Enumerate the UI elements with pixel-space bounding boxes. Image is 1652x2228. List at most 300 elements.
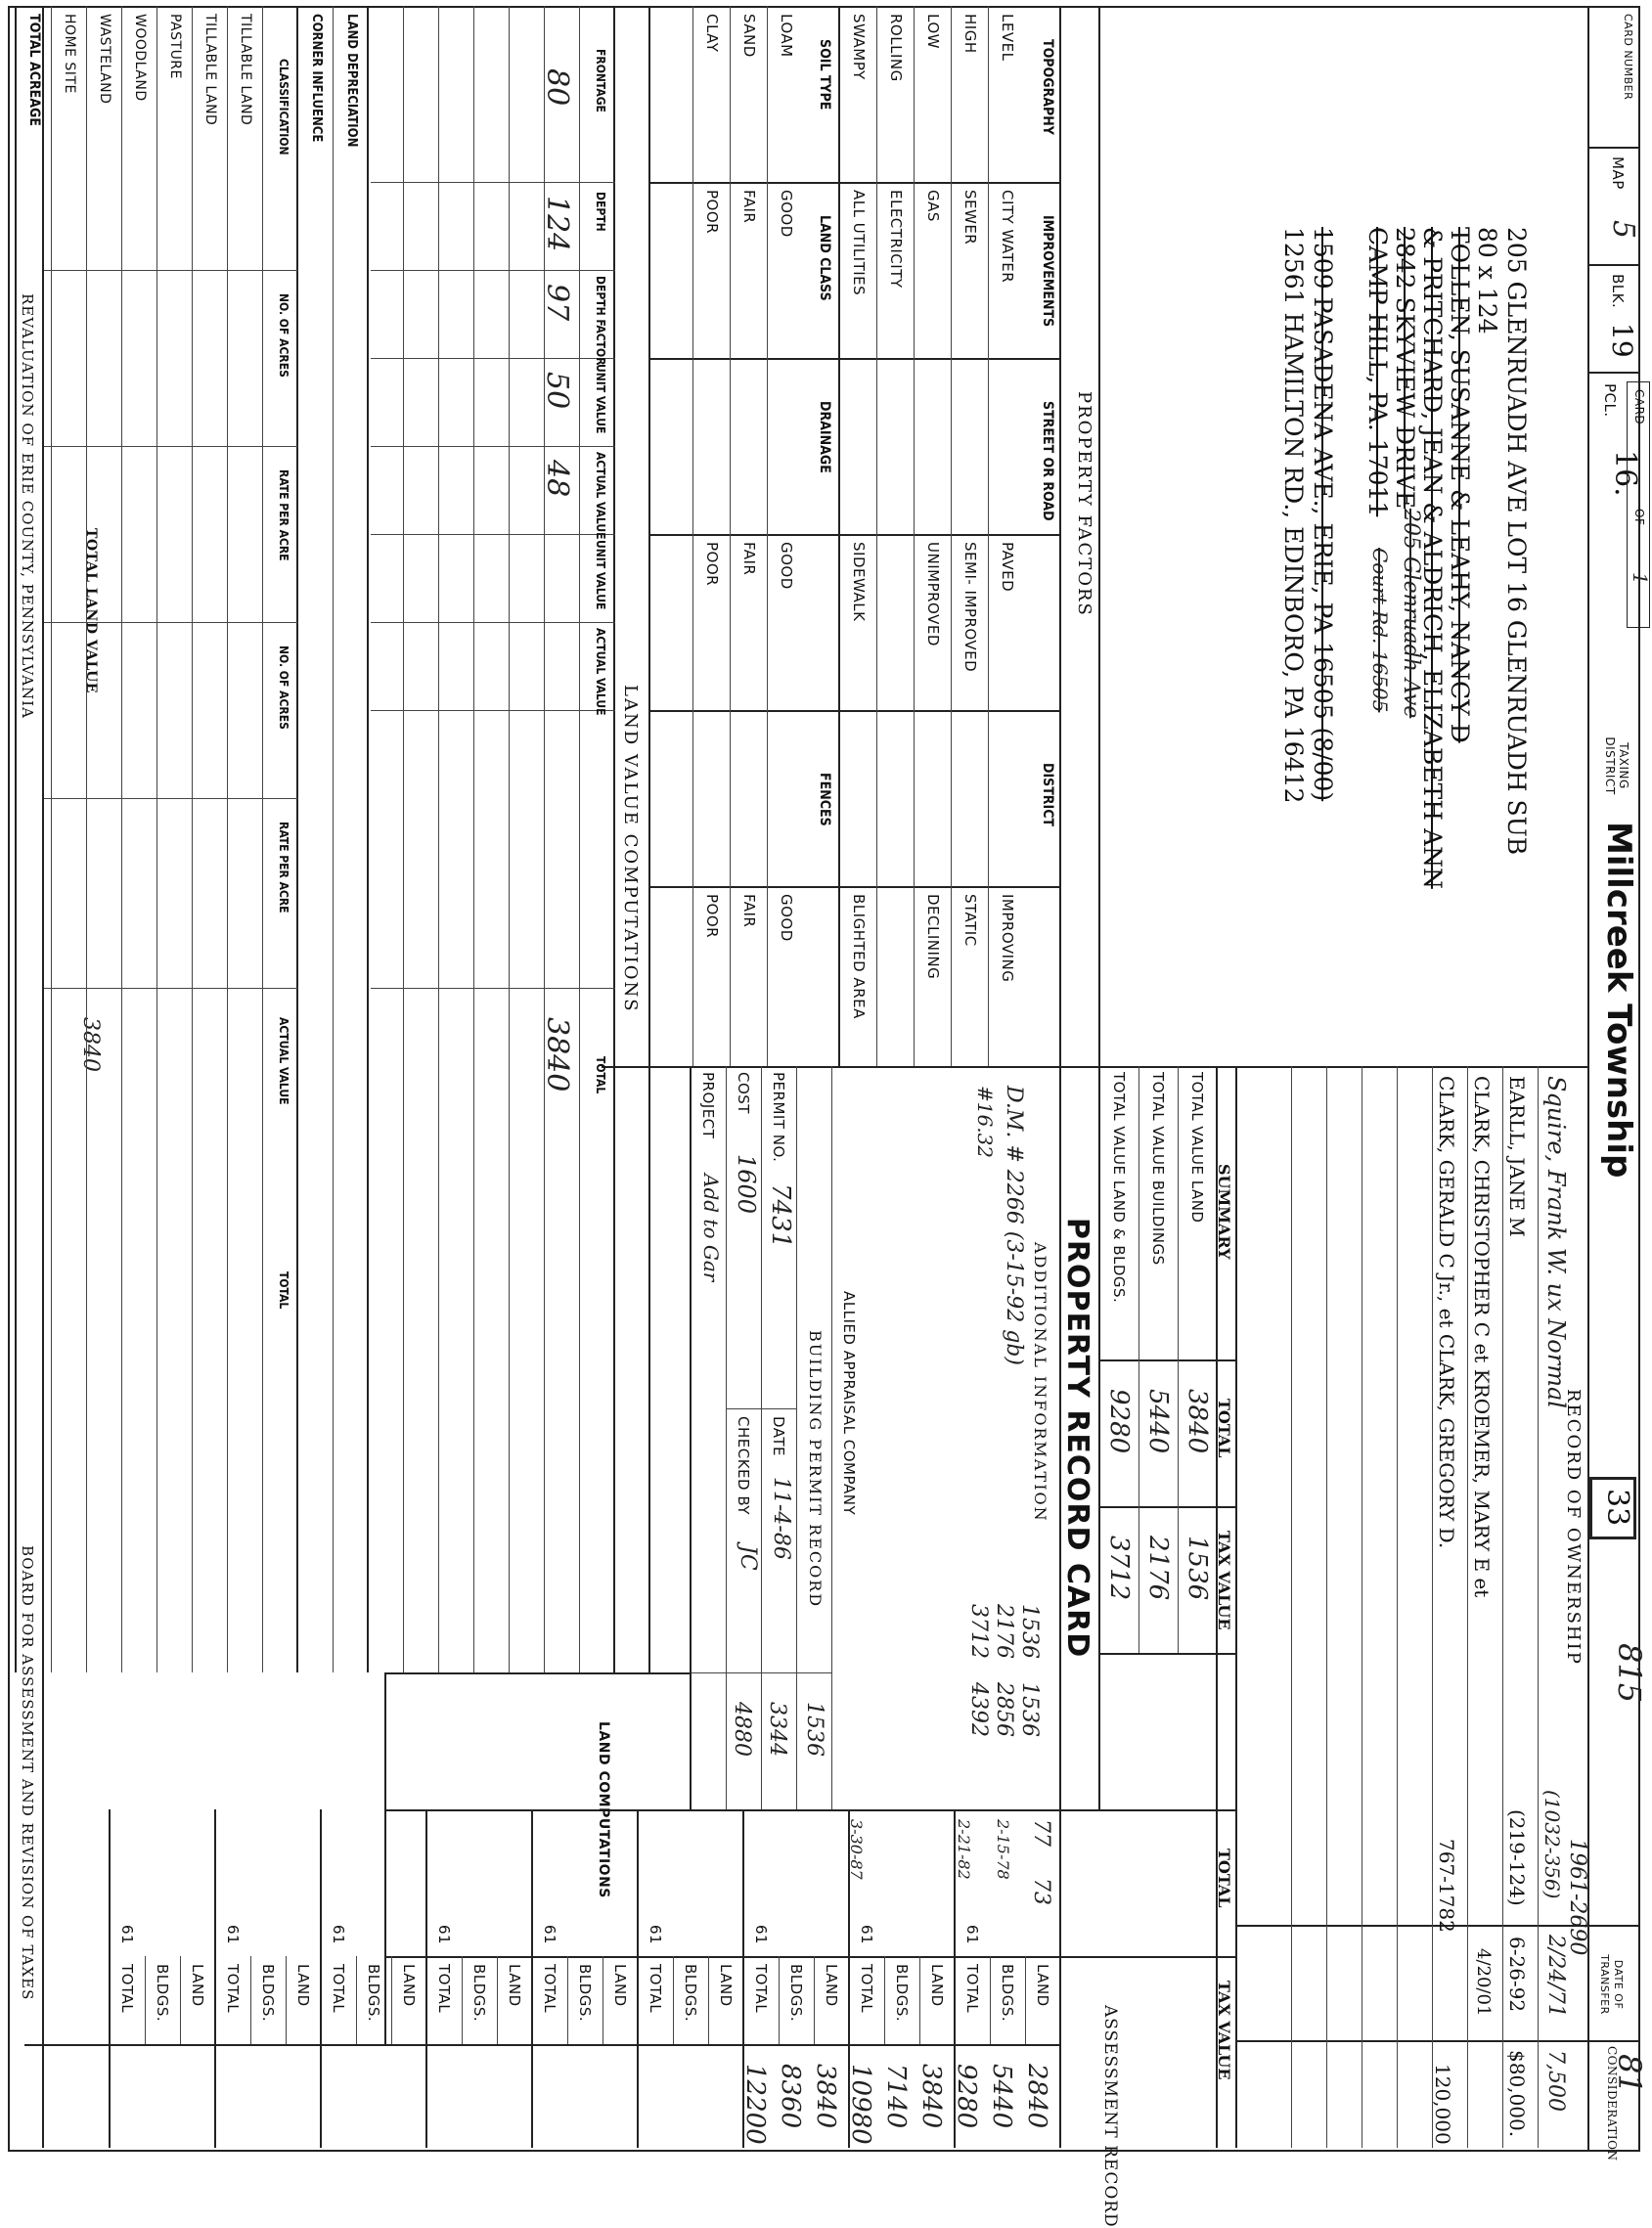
factors-col-divider	[650, 182, 1061, 184]
taxing-district-label: TAXING DISTRICT	[1603, 736, 1630, 795]
summary-row-label: TOTAL VALUE BUILDINGS	[1149, 1072, 1167, 1266]
assessment-year-prefix: 61	[963, 1925, 981, 1945]
card-number-label: CARD NUMBER	[1622, 14, 1634, 101]
ownership-row-rule	[1397, 1066, 1398, 2148]
acre-row-rule	[121, 6, 122, 1672]
assessment-year-prefix: 61	[118, 1925, 136, 1945]
assessment-row-rule	[145, 1956, 146, 2044]
factors-row-rule	[951, 6, 952, 1066]
assessment-row-label: BLDGS.	[999, 1964, 1016, 2023]
acre-col-divider	[44, 798, 298, 799]
total-land-value-label: TOTAL LAND VALUE	[83, 528, 99, 693]
assessment-row-rule	[462, 1956, 463, 2044]
assessment-row-rule	[567, 1956, 568, 2044]
assessment-row-rule	[1025, 1956, 1026, 2044]
checked-by-value: JC	[736, 1545, 760, 1571]
acre-classification: PASTURE	[167, 14, 183, 79]
assessment-group-rule	[848, 1809, 850, 2148]
drainage-item: FAIR	[740, 542, 758, 576]
summary-row-label: TOTAL VALUE LAND & BLDGS.	[1110, 1072, 1128, 1304]
summary-row-tax: 3712	[1104, 1536, 1134, 1601]
street-item: PAVED	[999, 542, 1016, 593]
land-depreciation-rule	[367, 6, 369, 1672]
assessment-row-rule	[673, 1956, 674, 2044]
assessment-title: ASSESSMENT RECORD	[1100, 2005, 1120, 2228]
assessment-row-label: LAND	[189, 1964, 206, 2007]
land-col-header: DEPTH	[594, 192, 607, 232]
assessment-row-label: TOTAL	[647, 1964, 664, 2014]
assessment-row-rule	[884, 1956, 885, 2044]
assessment-row-label: LAND	[717, 1964, 735, 2007]
street-header: STREET OR ROAD	[1040, 401, 1055, 521]
land-class-item: GOOD	[778, 190, 795, 238]
permit-top-rule	[831, 1066, 832, 1809]
additional-info-line-2: #16.32	[973, 1086, 997, 1159]
blk-value: 19	[1606, 323, 1638, 358]
assessment-row-label: TOTAL	[752, 1964, 770, 2014]
ownership-row-rule	[1538, 1066, 1539, 2148]
acre-col-header: RATE PER ACRE	[277, 469, 290, 561]
factors-header-rule	[1059, 6, 1061, 1066]
permit-col-divider	[727, 1408, 797, 1409]
assessment-land: 2840	[1022, 2064, 1051, 2129]
land-value-top-rule	[648, 6, 650, 1672]
additional-info-label: ADDITIONAL INFORMATION	[1031, 1242, 1049, 1523]
pcl-value: 16.	[1608, 450, 1642, 497]
tax-side-note: 1536	[1017, 1604, 1042, 1659]
assessment-group-rule	[320, 1809, 322, 2148]
map-value: 5	[1606, 220, 1640, 240]
header-bottom-rule	[1587, 6, 1589, 2150]
land-header-rule	[613, 6, 615, 1672]
computations-bottom-rule	[384, 1672, 386, 2044]
assessment-row-rule	[180, 1956, 181, 2044]
assessment-row-label: TOTAL	[435, 1964, 453, 2014]
assessment-row-label: LAND	[823, 1964, 840, 2007]
land-row-rule	[333, 6, 334, 1672]
assessment-row-label: TOTAL	[330, 1964, 347, 2014]
acre-col-divider	[44, 622, 298, 623]
street-item: UNIMPROVED	[924, 542, 942, 646]
permit-no-value: 7431	[766, 1183, 795, 1249]
appraisal-company: ALLIED APPRAISAL COMPANY	[840, 1291, 858, 1516]
assessment-year-prefix: 61	[858, 1925, 875, 1945]
margin-mark: 3-30-87	[847, 1819, 866, 1880]
tax-side-note: 1536	[1017, 1682, 1042, 1737]
district-number: 33	[1600, 1489, 1634, 1527]
acre-col-header: TOTAL	[277, 1271, 290, 1310]
assessment-row-label: TOTAL	[541, 1964, 558, 2014]
assessment-land: 3840	[811, 2064, 840, 2129]
acre-row-rule	[227, 6, 228, 1672]
soil-type-header: SOIL TYPE	[817, 39, 832, 111]
acre-col-header: RATE PER ACRE	[277, 822, 290, 913]
assessment-bldgs: 8360	[776, 2064, 805, 2129]
acre-col-header: ACTUAL VALUE	[277, 1017, 290, 1105]
assessment-row-rule	[779, 1956, 780, 2044]
permit-rule	[761, 1066, 762, 1809]
district-item: BLIGHTED AREA	[850, 894, 868, 1019]
assessment-row-label: LAND	[611, 1964, 629, 2007]
date-of-transfer-header: DATE OF TRANSFER	[1598, 1954, 1625, 2015]
assessment-land: 3840	[916, 2064, 946, 2129]
ownership-row-rule	[1326, 1066, 1327, 2148]
acre-col-header: CLASSIFICATION	[277, 59, 290, 156]
footer-left: REVALUATION OF ERIE COUNTY, PENNSYLVANIA	[19, 293, 36, 719]
acre-classification: TILLABLE LAND	[238, 14, 253, 126]
district-header: DISTRICT	[1040, 763, 1055, 827]
land-col-header: FRONTAGE	[594, 49, 607, 112]
summary-total-header: TOTAL	[1215, 1399, 1233, 1458]
land-computations-label: LAND COMPUTATIONS	[596, 1721, 611, 1898]
summary-bottom-rule	[1098, 1066, 1100, 1809]
assessment-row-label: LAND	[928, 1964, 946, 2007]
acre-row-rule	[262, 6, 263, 1672]
street-item: SEMI- IMPROVED	[961, 542, 979, 673]
blk-label: BLK.	[1609, 274, 1627, 309]
assessment-row-label: TOTAL	[118, 1964, 136, 2014]
topography-header: TOPOGRAPHY	[1040, 39, 1055, 135]
card-label: CARD	[1632, 389, 1646, 425]
permit-tax-value: 4880	[730, 1702, 754, 1757]
drainage-header: DRAINAGE	[817, 401, 832, 473]
improvements-header: IMPROVEMENTS	[1040, 215, 1055, 328]
permit-date-label: DATE	[770, 1416, 787, 1457]
assessment-total: 12200	[740, 2064, 770, 2145]
ownership-row-consideration: 7,500	[1543, 2050, 1568, 2112]
acre-col-divider	[44, 270, 298, 271]
assessment-col-divider	[24, 2044, 1061, 2046]
ownership-row-date: 2/24/71	[1543, 1935, 1568, 2018]
assessment-year-prefix: 61	[541, 1925, 558, 1945]
fences-item: GOOD	[778, 894, 795, 942]
topography-item: SWAMPY	[850, 14, 868, 80]
computations-left-divider	[386, 1672, 692, 1674]
cost-label: COST	[735, 1072, 752, 1114]
land-value-title: LAND VALUE COMPUTATIONS	[620, 685, 641, 1013]
acre-classification: TOTAL ACREAGE	[26, 14, 42, 126]
record-card-title: PROPERTY RECORD CARD	[1060, 1217, 1094, 1659]
ownership-row-consideration: 120,000	[1431, 2064, 1454, 2145]
summary-col-divider	[1100, 1506, 1237, 1508]
drainage-item: GOOD	[778, 542, 795, 590]
assessment-row-label: BLDGS.	[787, 1964, 805, 2023]
factors-row-rule	[988, 6, 989, 1066]
consideration-header: CONSIDERATION	[1605, 2046, 1619, 2161]
project-label: PROJECT	[699, 1072, 717, 1139]
improvements-item: ALL UTILITIES	[850, 190, 868, 296]
assessment-row-rule	[990, 1956, 991, 2044]
factors-row-rule	[876, 6, 877, 1066]
owner-line-3-hand: 205 Glenruadh Ave	[1399, 509, 1423, 719]
corner-note-2: 81	[1611, 2054, 1648, 2094]
assessment-row-rule	[356, 1956, 357, 2044]
district-item: DECLINING	[924, 894, 942, 980]
owner-line-2: & PRITCHARD, JEAN & ALDRICH, ELIZABETH ANN	[1418, 227, 1447, 889]
total-land-value-rule	[15, 6, 17, 1672]
tax-side-note: 2176	[992, 1604, 1016, 1659]
assessment-row-label: TOTAL	[963, 1964, 981, 2014]
project-value: Add to Gar	[699, 1174, 723, 1282]
land-col-header: UNIT VALUE	[594, 540, 607, 610]
property-address: 205 GLENRUADH AVE LOT 16 GLENRUADH SUB	[1502, 227, 1531, 856]
assessment-row-label: LAND	[506, 1964, 523, 2007]
assessment-row-label: LAND	[1034, 1964, 1051, 2007]
assessment-row-rule	[497, 1956, 498, 2044]
tax-side-note: 3712	[966, 1604, 991, 1659]
factors-col-divider	[650, 886, 1061, 888]
summary-tax-header: TAX VALUE	[1215, 1531, 1233, 1630]
factors-row-rule	[767, 6, 768, 1066]
right-total-header: TOTAL	[1215, 1849, 1233, 1908]
assessment-row-rule	[919, 1956, 920, 2044]
ownership-row-owner: CLARK, GERALD C Jr., et CLARK, GREGORY D.	[1435, 1076, 1458, 1549]
assessment-year-prefix: 61	[224, 1925, 242, 1945]
assessment-row-label: TOTAL	[224, 1964, 242, 2014]
ownership-row-ref: 767-1782	[1435, 1839, 1458, 1933]
township-name: Millcreek Township	[1599, 822, 1638, 1179]
land-class-item: POOR	[703, 190, 721, 235]
tax-side-note: 4392	[966, 1682, 991, 1737]
land-depreciation-label: LAND DEPRECIATION	[344, 14, 359, 148]
ownership-row-rule	[1467, 1066, 1468, 2148]
corner-influence-label: CORNER INFLUENCE	[309, 14, 324, 143]
owner-line-3: 2842 SKYVIEW DRIVE	[1391, 227, 1419, 510]
assessment-row-rule	[250, 1956, 251, 2044]
assessment-row-label: BLDGS.	[576, 1964, 594, 2023]
assessment-row-label: LAND	[400, 1964, 418, 2007]
fences-item: FAIR	[740, 894, 758, 928]
land-col-header: DEPTH FACTOR	[594, 276, 607, 366]
assessment-row-rule	[391, 1956, 392, 2044]
acre-classification: WASTELAND	[97, 14, 112, 105]
footer-right: BOARD FOR ASSESSMENT AND REVISION OF TAXES	[19, 1545, 36, 2001]
soil-type-item: LOAM	[778, 14, 795, 58]
land-row-rule	[579, 6, 580, 1672]
summary-col-divider	[386, 1956, 1237, 1958]
soil-type-item: CLAY	[703, 14, 721, 53]
assessment-top-rule	[1059, 1809, 1061, 2148]
factors-col-divider	[650, 534, 1061, 536]
land-col-header: UNIT VALUE	[594, 364, 607, 434]
land-row-rule	[438, 6, 439, 1672]
property-factors-title: PROPERTY FACTORS	[1074, 391, 1094, 617]
ownership-book-ref: 1961-2690	[1565, 1839, 1589, 1956]
header-divider	[1589, 372, 1640, 374]
acre-row-rule	[156, 6, 157, 1672]
summary-row-tax: 1536	[1183, 1536, 1212, 1601]
land-col-header: TOTAL	[594, 1056, 607, 1094]
header-divider	[1589, 147, 1640, 149]
assessment-bldgs: 5440	[987, 2064, 1016, 2129]
ownership-row-rule	[1291, 1066, 1292, 2148]
factors-col-divider	[650, 710, 1061, 712]
improvements-item: SEWER	[961, 190, 979, 245]
assessment-row-rule	[286, 1956, 287, 2044]
tax-side-note: 2856	[992, 1682, 1016, 1737]
acre-header-rule	[296, 6, 298, 1672]
ownership-row-consideration: $80,000.	[1505, 2050, 1529, 2138]
margin-mark: 73	[1029, 1878, 1053, 1905]
permit-rule	[726, 1066, 727, 1809]
assessment-group-rule	[742, 1809, 744, 2148]
land-row-value: 50	[540, 372, 574, 410]
factors-row-rule	[692, 6, 693, 1066]
assessment-year-prefix: 61	[330, 1925, 347, 1945]
margin-mark: 77	[1029, 1819, 1053, 1847]
land-row-value: 124	[540, 196, 574, 252]
header-divider	[1589, 264, 1640, 266]
ownership-row-owner: EARLL, JANE M	[1505, 1076, 1529, 1237]
property-dimensions: 80 x 124	[1473, 227, 1501, 334]
checked-by-label: CHECKED BY	[735, 1416, 752, 1515]
assessment-group-rule	[954, 1809, 956, 2148]
factors-col-divider	[650, 358, 1061, 360]
old-mailing-address: 1509 PASADENA AVE., ERIE, PA 16505 (8/00)	[1309, 227, 1337, 802]
acre-classification: HOME SITE	[62, 14, 77, 94]
acre-row-rule	[86, 6, 87, 1672]
assessment-row-label: BLDGS.	[154, 1964, 171, 2023]
summary-row-total: 5440	[1143, 1389, 1173, 1454]
acre-row-rule	[51, 6, 52, 1672]
summary-row-total: 3840	[1183, 1389, 1212, 1454]
assessment-row-label: LAND	[294, 1964, 312, 2007]
ownership-row-date: 6-26-92	[1505, 1937, 1529, 2013]
fences-header: FENCES	[817, 773, 832, 826]
of-label: OF	[1632, 509, 1646, 526]
main-vertical-divider	[602, 1066, 1589, 1068]
assessment-row-label: BLDGS.	[893, 1964, 911, 2023]
summary-row-tax: 2176	[1143, 1536, 1173, 1601]
land-row-rule	[403, 6, 404, 1672]
land-row-value: 80	[540, 68, 574, 107]
margin-mark: 2-15-78	[994, 1819, 1012, 1880]
ownership-row-rule	[1432, 1066, 1433, 2148]
assessment-row-label: BLDGS.	[470, 1964, 488, 2023]
assessment-row-rule	[708, 1956, 709, 2044]
ownership-bottom-rule	[1235, 1066, 1237, 2148]
margin-mark: 2-21-82	[955, 1819, 973, 1880]
acre-col-header: NO. OF ACRES	[277, 646, 290, 730]
assessment-year-prefix: 61	[647, 1925, 664, 1945]
permit-tax-value: 3344	[765, 1702, 789, 1757]
summary-col-divider	[1100, 1653, 1237, 1655]
consideration-column-divider	[1237, 2040, 1640, 2042]
acre-col-divider	[44, 446, 298, 447]
assessment-group-rule	[637, 1809, 639, 2148]
assessment-row-label: TOTAL	[858, 1964, 875, 2014]
permit-date-value: 11-4-86	[769, 1477, 793, 1560]
assessment-group-rule	[531, 1809, 533, 2148]
map-label: MAP	[1609, 156, 1627, 190]
topography-item: HIGH	[961, 14, 979, 54]
cost-value: 1600	[733, 1154, 760, 1215]
permit-tax-value: 1536	[802, 1702, 826, 1757]
factors-row-rule	[914, 6, 915, 1066]
district-item: IMPROVING	[999, 894, 1016, 983]
acre-classification: WOODLAND	[132, 14, 148, 102]
corner-note-1: 815	[1611, 1643, 1648, 1704]
summary-col-divider	[386, 1809, 1237, 1811]
acre-col-header: NO. OF ACRES	[277, 293, 290, 378]
acre-col-divider	[44, 988, 298, 989]
land-row-rule	[509, 6, 510, 1672]
assessment-row-label: BLDGS.	[365, 1964, 382, 2023]
soil-type-item: SAND	[740, 14, 758, 58]
drainage-item: POOR	[703, 542, 721, 587]
improvements-item: CITY WATER	[999, 190, 1016, 284]
ownership-row-ref: (1032-356)	[1540, 1790, 1564, 1899]
ownership-row-owner: CLARK, CHRISTOPHER C et KROEMER, MARY E et	[1470, 1076, 1494, 1598]
mailing-address: 12561 HAMILTON RD., EDINBORO, PA 16412	[1279, 227, 1308, 804]
summary-row-rule	[1178, 1066, 1179, 1653]
topography-item: ROLLING	[887, 14, 905, 82]
ownership-row-date: 4/20/01	[1473, 1948, 1494, 2017]
footer-rule	[42, 6, 44, 2148]
land-row-value: 97	[540, 284, 574, 322]
ownership-row-ref: (219-124)	[1505, 1809, 1529, 1906]
building-permit-label: BUILDING PERMIT RECORD	[806, 1330, 825, 1609]
pcl-label: PCL.	[1601, 383, 1619, 418]
acre-row-rule	[192, 6, 193, 1672]
topography-item: LOW	[924, 14, 942, 49]
district-item: STATIC	[961, 894, 979, 947]
ownership-row-rule	[1502, 1066, 1503, 2148]
assessment-row-rule	[814, 1956, 815, 2044]
assessment-group-rule	[425, 1809, 427, 2148]
factors-top-rule	[1098, 6, 1100, 1066]
owner-line-1: TOLLEN, SUSANNE & LEAHY, NANCY D	[1446, 227, 1474, 743]
assessment-row-label: BLDGS.	[682, 1964, 699, 2023]
factors-sub-rule	[838, 6, 840, 1066]
ownership-title: RECORD OF OWNERSHIP	[1563, 1389, 1584, 1666]
assessment-total: 10980	[846, 2064, 875, 2145]
land-row-rule	[544, 6, 545, 1672]
permit-bottom-rule	[690, 1066, 692, 1809]
land-col-header: ACTUAL VALUE	[594, 452, 607, 540]
right-tax-header: TAX VALUE	[1215, 1981, 1233, 2080]
additional-info-line-1: D.M. # 2266 (3-15-92 gb)	[1002, 1086, 1026, 1365]
card-of-value: 1	[1629, 572, 1652, 585]
assessment-bldgs: 7140	[881, 2064, 911, 2129]
permit-no-label: PERMIT NO.	[770, 1072, 787, 1163]
street-item: SIDEWALK	[850, 542, 868, 622]
topography-item: LEVEL	[999, 14, 1016, 62]
total-land-value: 3840	[78, 1017, 103, 1072]
owner-line-4-hand: Court Rd. 16505	[1368, 548, 1392, 713]
land-row-total: 3840	[540, 1017, 574, 1092]
land-row-value: 48	[540, 460, 574, 498]
summary-col-divider	[1100, 1359, 1237, 1361]
permit-rule	[796, 1066, 797, 1809]
acre-classification: TILLABLE LAND	[202, 14, 218, 126]
ownership-row-owner: Squire, Frank W. ux Normal	[1542, 1076, 1570, 1408]
factors-row-rule	[730, 6, 731, 1066]
assessment-total: 9280	[952, 2064, 981, 2129]
land-row-rule	[473, 6, 474, 1672]
assessment-year-prefix: 61	[752, 1925, 770, 1945]
owner-line-4: CAMP HILL, PA. 17011	[1363, 227, 1392, 517]
summary-row-label: TOTAL VALUE LAND	[1188, 1072, 1206, 1224]
assessment-group-rule	[214, 1809, 216, 2148]
permit-col-divider	[692, 1672, 832, 1673]
summary-title: SUMMARY	[1215, 1164, 1233, 1260]
land-class-item: FAIR	[740, 190, 758, 224]
fences-item: POOR	[703, 894, 721, 939]
assessment-row-label: BLDGS.	[259, 1964, 277, 2023]
summary-row-total: 9280	[1104, 1389, 1134, 1454]
improvements-item: ELECTRICITY	[887, 190, 905, 289]
